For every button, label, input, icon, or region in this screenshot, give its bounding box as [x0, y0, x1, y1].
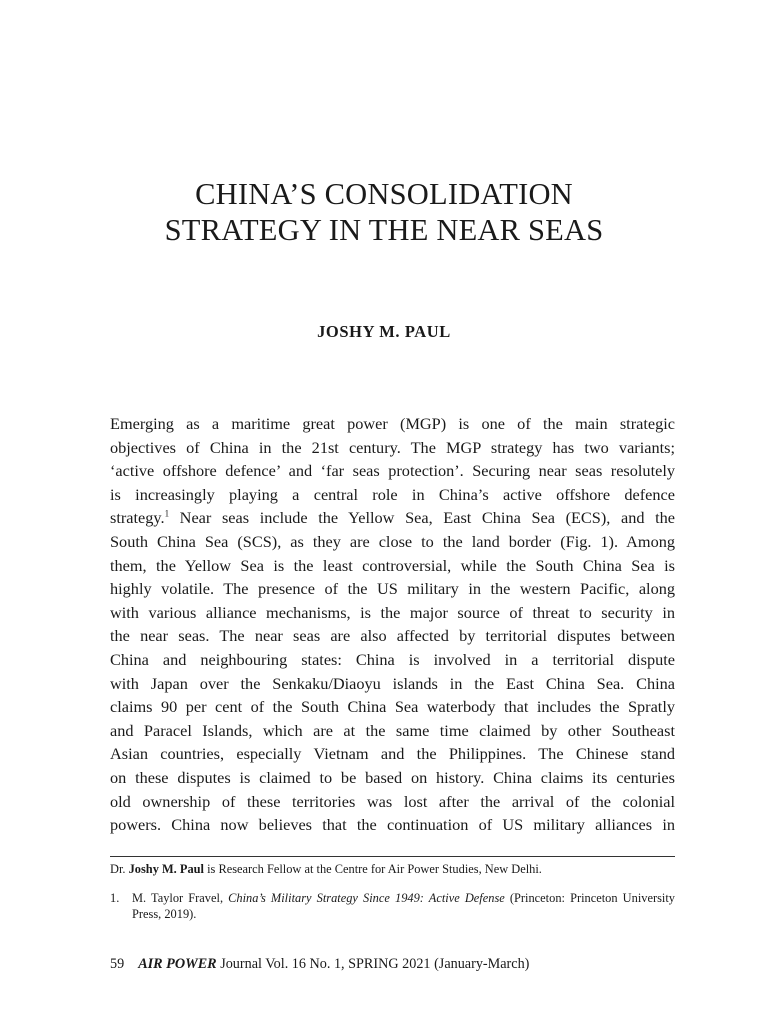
author-note-prefix: Dr. [110, 862, 129, 876]
body-line: ‘active offshore defence’ and ‘far seas protection’. Securing near seas resolutely [110, 461, 675, 481]
body-text-fragment: strategy. [110, 508, 165, 528]
footnote-1 [110, 890, 675, 922]
body-line: on these disputes is claimed to be based on history. China claims its centuries [110, 767, 675, 787]
body-line: and Paracel Islands, which are at the same time claimed by other Southeast [110, 720, 675, 740]
footnote-publisher: (Princeton: Princeton University Press, 2019). [132, 891, 675, 921]
body-line: is increasingly playing a central role in China’s active offshore defence [110, 484, 675, 504]
body-line: objectives of China in the 21st century. The MGP strategy has two variants; [110, 437, 675, 457]
journal-name: AIR POWER [138, 956, 217, 972]
author-note-name: Joshy M. Paul [128, 862, 204, 876]
body-line: powers. China now believes that the continuation of US military alliances in [110, 815, 675, 835]
body-line: Emerging as a maritime great power (MGP) is one of the main strategic [110, 414, 675, 433]
body-line: with various alliance mechanisms, is the major source of threat to security in [110, 602, 675, 622]
page-footer [110, 956, 529, 973]
body-line: the near seas. The near seas are also affected by territorial disputes between [110, 626, 675, 646]
body-line: highly volatile. The presence of the US military in the western Pacific, along [110, 579, 675, 599]
body-line: South China Sea (SCS), as they are close to the land border (Fig. 1). Among [110, 531, 675, 551]
author-note [110, 861, 675, 878]
body-line: old ownership of these territories was lost after the arrival of the colonial [110, 791, 675, 811]
body-line: with Japan over the Senkaku/Diaoyu islands in the East China Sea. China [110, 673, 675, 693]
body-line: them, the Yellow Sea is the least controversial, while the South China Sea is [110, 555, 675, 575]
body-paragraph [110, 412, 675, 837]
author-note-text: is Research Fellow at the Centre for Air Power Studies, New Delhi. [203, 862, 542, 876]
body-line: China and neighbouring states: China is involved in a territorial dispute [110, 649, 675, 669]
footnote-author: M. Taylor Fravel, [132, 891, 229, 905]
footnote-reference: 1 [164, 508, 170, 519]
footnote-book-title: China’s Military Strategy Since 1949: Active Defense [228, 891, 505, 905]
body-line: claims 90 per cent of the South China Sea waterbody that includes the Spratly [110, 697, 675, 717]
title-line-2: STRATEGY IN THE NEAR SEAS [164, 213, 604, 247]
footnote-divider [110, 856, 675, 857]
journal-issue: Journal Vol. 16 No. 1, SPRING 2021 (January-March) [216, 956, 530, 972]
author-name: JOSHY M. PAUL [317, 322, 451, 341]
body-line: Asian countries, especially Vietnam and the Philippines. The Chinese stand [110, 744, 675, 764]
footnote-text [132, 890, 675, 922]
title-line-1: CHINA’S CONSOLIDATION [195, 177, 573, 211]
body-line [110, 506, 675, 530]
body-text-fragment: Near seas include the Yellow Sea, East China Sea (ECS), and the [169, 508, 675, 528]
page-number: 59 [110, 956, 125, 972]
footnote-number: 1. [110, 891, 120, 905]
article-title [0, 176, 768, 248]
